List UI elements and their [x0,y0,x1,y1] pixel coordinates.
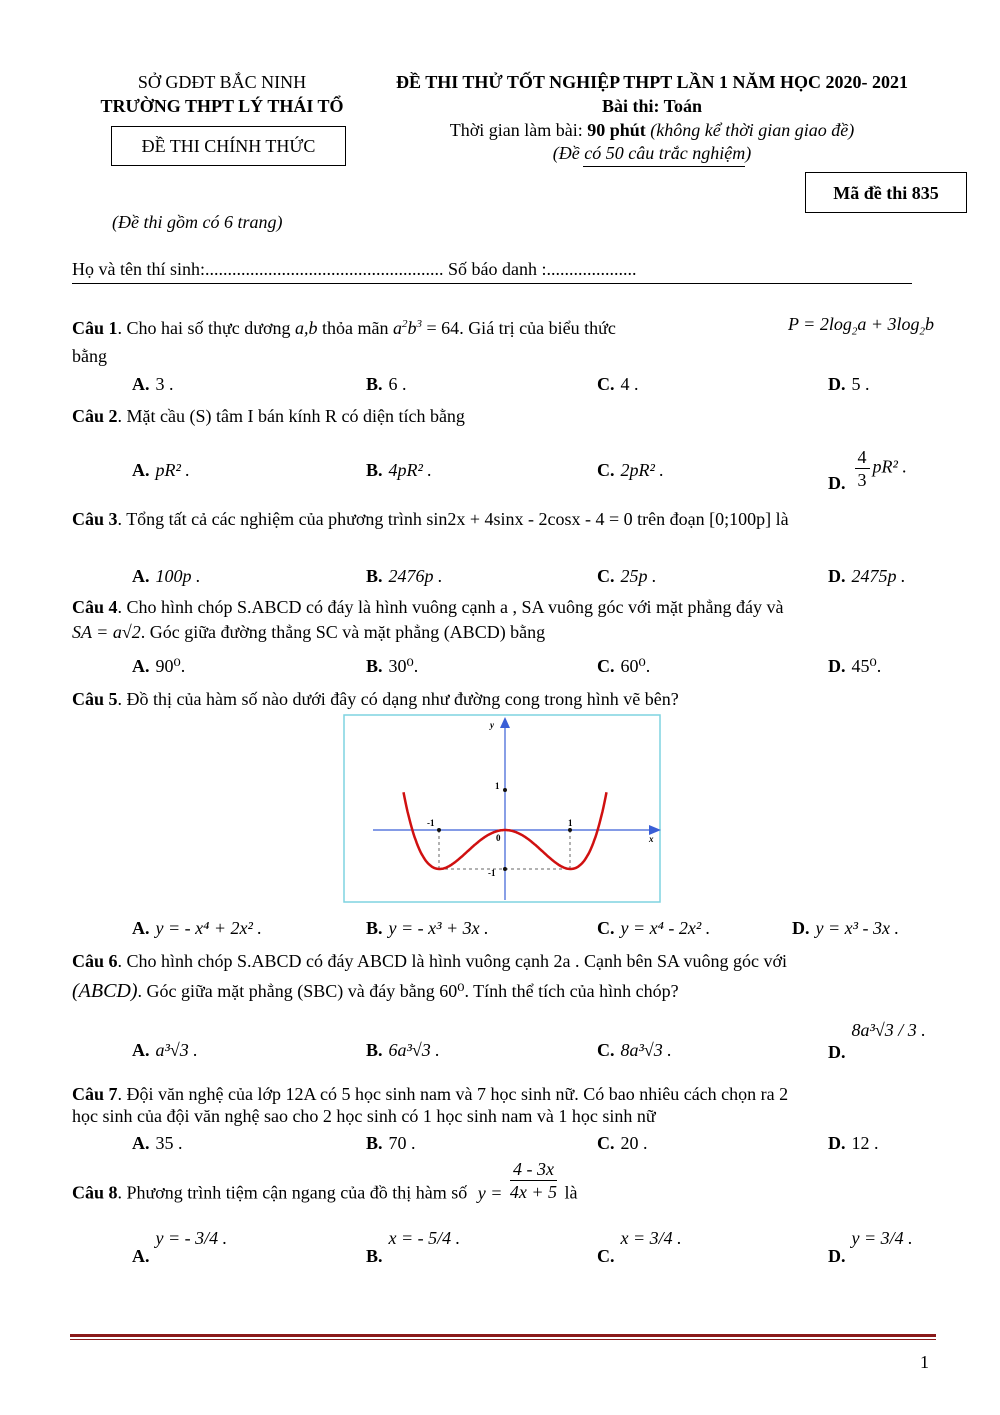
q5-option-c[interactable]: C. y = x⁴ - 2x² . [597,918,711,938]
q2-option-a[interactable]: A. pR² . [132,460,190,480]
point-pos1 [568,828,572,832]
point-neg1 [437,828,441,832]
point-y1 [503,788,507,792]
exam-code-box: Mã đề thi 835 [805,172,967,213]
department-name: SỞ GDĐT BẮC NINH [137,72,307,92]
q7-option-c[interactable]: C. 20 . [597,1133,648,1153]
q2-option-c[interactable]: C. 2pR² . [597,460,664,480]
question-1-continued: bằng [72,346,107,366]
q1-option-a[interactable]: A. 3 . [132,374,174,394]
q3-option-c[interactable]: C. 25p . [597,566,657,586]
q3-option-b[interactable]: B. 2476p . [366,566,443,586]
candidate-info-line: Họ và tên thí sinh:..................................................... Số báo danh :.................... [72,259,912,284]
exam-subject: Bài thi: Toán [601,96,703,116]
q3-option-a[interactable]: A. 100p . [132,566,201,586]
q4-option-c[interactable]: C. 60⁰. [597,656,651,676]
question-7: Câu 7. Đội văn nghệ của lớp 12A có 5 học sinh nam và 7 học sinh nữ. Có bao nhiêu cách chọn ra 2 [72,1084,789,1104]
function-graph [343,714,663,904]
footer-rule-thin [70,1339,936,1340]
question-3: Câu 3. Tổng tất cả các nghiệm của phương trình sin2x + 4sinx - 2cosx - 4 = 0 trên đoạn [0;100p] là [72,509,789,529]
q1-option-d[interactable]: D. 5 . [828,374,870,394]
y-axis-arrow [500,717,510,728]
q2-option-d[interactable]: D. $\frac{4}{3}$ pR² . [828,447,907,493]
question-6: Câu 6. Cho hình chóp S.ABCD có đáy ABCD là hình vuông cạnh 2a . Cạnh bên SA vuông góc với [72,951,787,971]
exam-time: Thời gian làm bài: 90 phút (không kể thời gian giao đề) [449,120,855,140]
q8-option-a[interactable]: A.y = - 3/4 . [132,1228,228,1266]
graph-frame [344,715,660,902]
point-yneg1 [503,867,507,871]
pages-note: (Đề thi gồm có 6 trang) [112,212,283,232]
tick-xneg1: -1 [427,818,435,828]
q4-option-b[interactable]: B. 30⁰. [366,656,419,676]
question-7-continued: học sinh của đội văn nghệ sao cho 2 học sinh có 1 học sinh nam và 1 học sinh nữ [72,1106,656,1126]
q6-option-c[interactable]: C. 8a³√3 . [597,1040,672,1060]
q8-option-d[interactable]: D.y = 3/4 . [828,1228,913,1266]
q7-option-a[interactable]: A. 35 . [132,1133,183,1153]
question-4-continued: SA = a√2. Góc giữa đường thẳng SC và mặt phẳng (ABCD) bằng [72,622,546,642]
question-count-note: (Đề có 50 câu trắc nghiệm) [552,143,752,163]
tick-xpos1: 1 [568,818,573,828]
question-1: Câu 1. Cho hai số thực dương a,b thỏa mãn $a^2b^3 = 64$. Giá trị của biểu thức $P = 2\log_2a + 3\log_2b$ [72,314,934,338]
q8-option-b[interactable]: B.x = - 5/4 . [366,1228,461,1266]
question-4: Câu 4. Cho hình chóp S.ABCD có đáy là hình vuông cạnh a , SA vuông góc với mặt phẳng đáy và [72,597,784,617]
q7-option-b[interactable]: B. 70 . [366,1133,416,1153]
question-8: Câu 8. Phương trình tiệm cận ngang của đồ thị hàm số y = $\frac{4 - 3x}{4x + 5}$ là [72,1159,578,1203]
tick-y1: 1 [495,781,500,791]
x-axis-label: x [649,834,654,844]
footer-rule-thick [70,1334,936,1337]
q3-option-d[interactable]: D. 2475p . [828,566,906,586]
question-5: Câu 5. Đồ thị của hàm số nào dưới đây có dạng như đường cong trong hình vẽ bên? [72,689,679,709]
y-axis-label: y [490,720,494,730]
page-number: 1 [920,1352,929,1372]
q6-option-a[interactable]: A. a³√3 . [132,1040,198,1060]
q5-option-a[interactable]: A. y = - x⁴ + 2x² . [132,918,262,938]
tick-yneg1: -1 [488,868,496,878]
header-underline [583,166,745,167]
school-name: TRƯỜNG THPT LÝ THÁI TỔ [100,96,344,116]
q6-option-b[interactable]: B. 6a³√3 . [366,1040,440,1060]
question-6-continued: (ABCD). Góc giữa mặt phẳng (SBC) và đáy bằng 60⁰. Tính thể tích của hình chóp? [72,980,679,1002]
q1-option-b[interactable]: B. 6 . [366,374,407,394]
q4-option-a[interactable]: A. 90⁰. [132,656,186,676]
q2-option-b[interactable]: B. 4pR² . [366,460,432,480]
q1-option-c[interactable]: C. 4 . [597,374,639,394]
q4-option-d[interactable]: D. 45⁰. [828,656,882,676]
official-exam-box: ĐỀ THI CHÍNH THỨC [111,126,346,166]
q8-option-c[interactable]: C.x = 3/4 . [597,1228,682,1266]
q5-option-d[interactable]: D. y = x³ - 3x . [792,918,900,938]
exam-title: ĐỀ THI THỬ TỐT NGHIỆP THPT LẦN 1 NĂM HỌC 2020- 2021 [396,72,908,92]
q6-option-d[interactable]: D.8a³√3 / 3 . [828,1020,926,1062]
tick-origin: 0 [496,833,501,843]
q5-option-b[interactable]: B. y = - x³ + 3x . [366,918,489,938]
question-2: Câu 2. Mặt cầu (S) tâm I bán kính R có diện tích bằng [72,406,465,426]
q7-option-d[interactable]: D. 12 . [828,1133,879,1153]
